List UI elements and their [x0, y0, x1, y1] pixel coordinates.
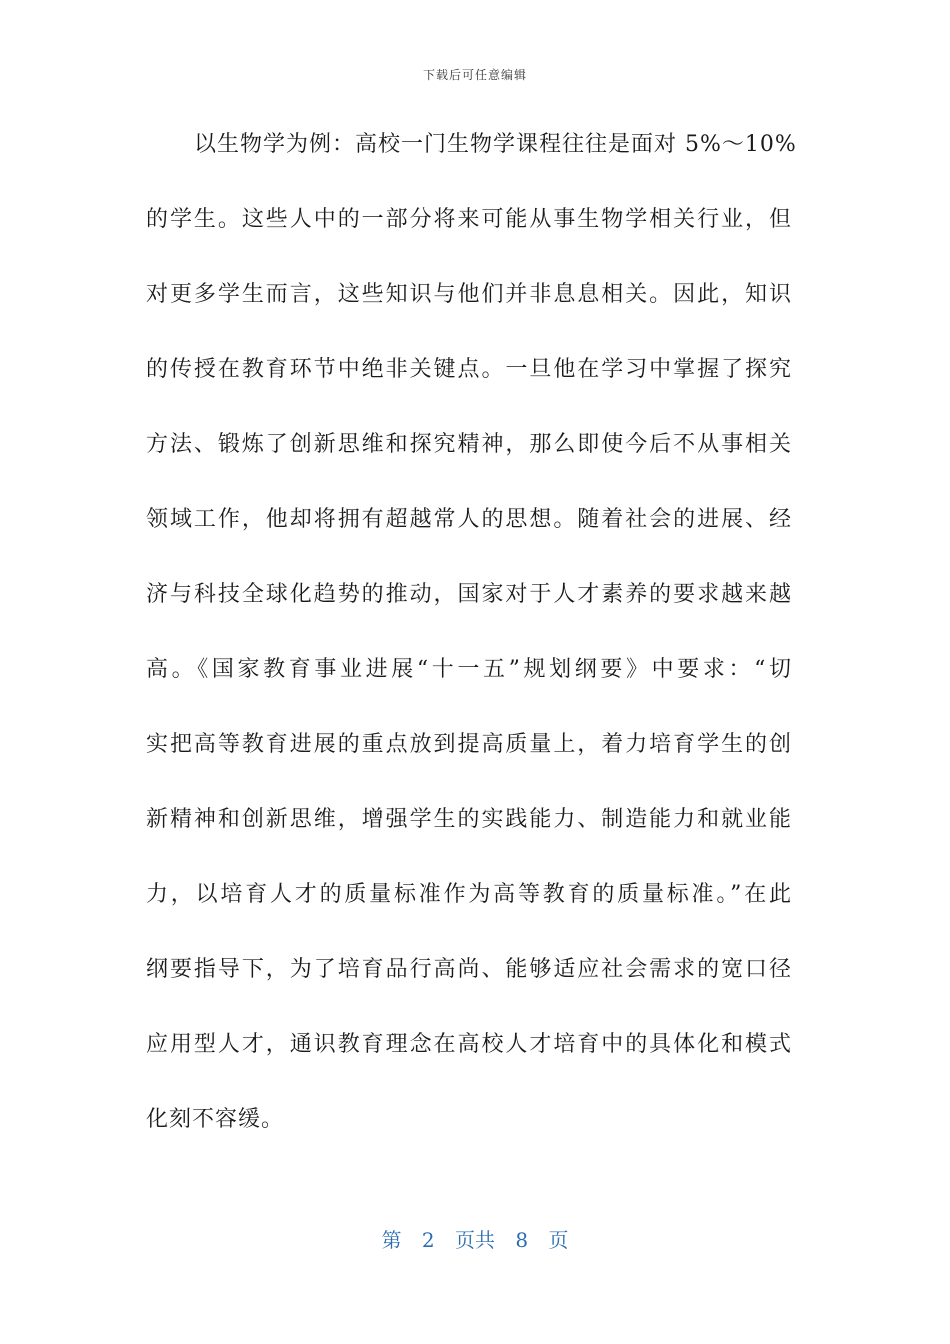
text-line: 应用型人才，通识教育理念在高校人才培育中的具体化和模式 — [146, 1032, 792, 1057]
footer-prefix: 第 — [381, 1228, 402, 1252]
page-header: 下载后可任意编辑 — [422, 68, 527, 82]
text-line: 纲要指导下，为了培育品行高尚、能够适应社会需求的宽口径 — [146, 957, 792, 982]
body-paragraph — [146, 126, 797, 1176]
text-line: 方法、锻炼了创新思维和探究精神，那么即使今后不从事相关 — [146, 432, 792, 457]
text-line: 以生物学为例：高校一门生物学课程往往是面对 5%～10% — [194, 132, 797, 157]
text-line: 的学生。这些人中的一部分将来可能从事生物学相关行业，但 — [146, 207, 792, 232]
footer-suffix: 页 — [548, 1228, 569, 1252]
page-number-footer — [0, 1224, 950, 1253]
text-line: 化刻不容缓。 — [146, 1107, 285, 1132]
text-line: 新精神和创新思维，增强学生的实践能力、制造能力和就业能 — [146, 807, 792, 832]
footer-total-pages: 8 — [515, 1228, 529, 1252]
text-line: 实把高等教育进展的重点放到提高质量上，着力培育学生的创 — [146, 732, 792, 757]
text-line: 高。《国家教育事业进展“十一五”规划纲要》中要求：“切 — [146, 657, 792, 682]
text-line: 对更多学生而言，这些知识与他们并非息息相关。因此，知识 — [146, 282, 792, 307]
text-line: 力，以培育人才的质量标准作为高等教育的质量标准。”在此 — [146, 882, 792, 907]
text-line: 济与科技全球化趋势的推动，国家对于人才素养的要求越来越 — [146, 582, 792, 607]
text-line: 领域工作，他却将拥有超越常人的思想。随着社会的进展、经 — [146, 507, 792, 532]
footer-middle: 页共 — [455, 1228, 495, 1252]
text-line: 的传授在教育环节中绝非关键点。一旦他在学习中掌握了探究 — [146, 357, 792, 382]
footer-current-page: 2 — [421, 1228, 435, 1252]
